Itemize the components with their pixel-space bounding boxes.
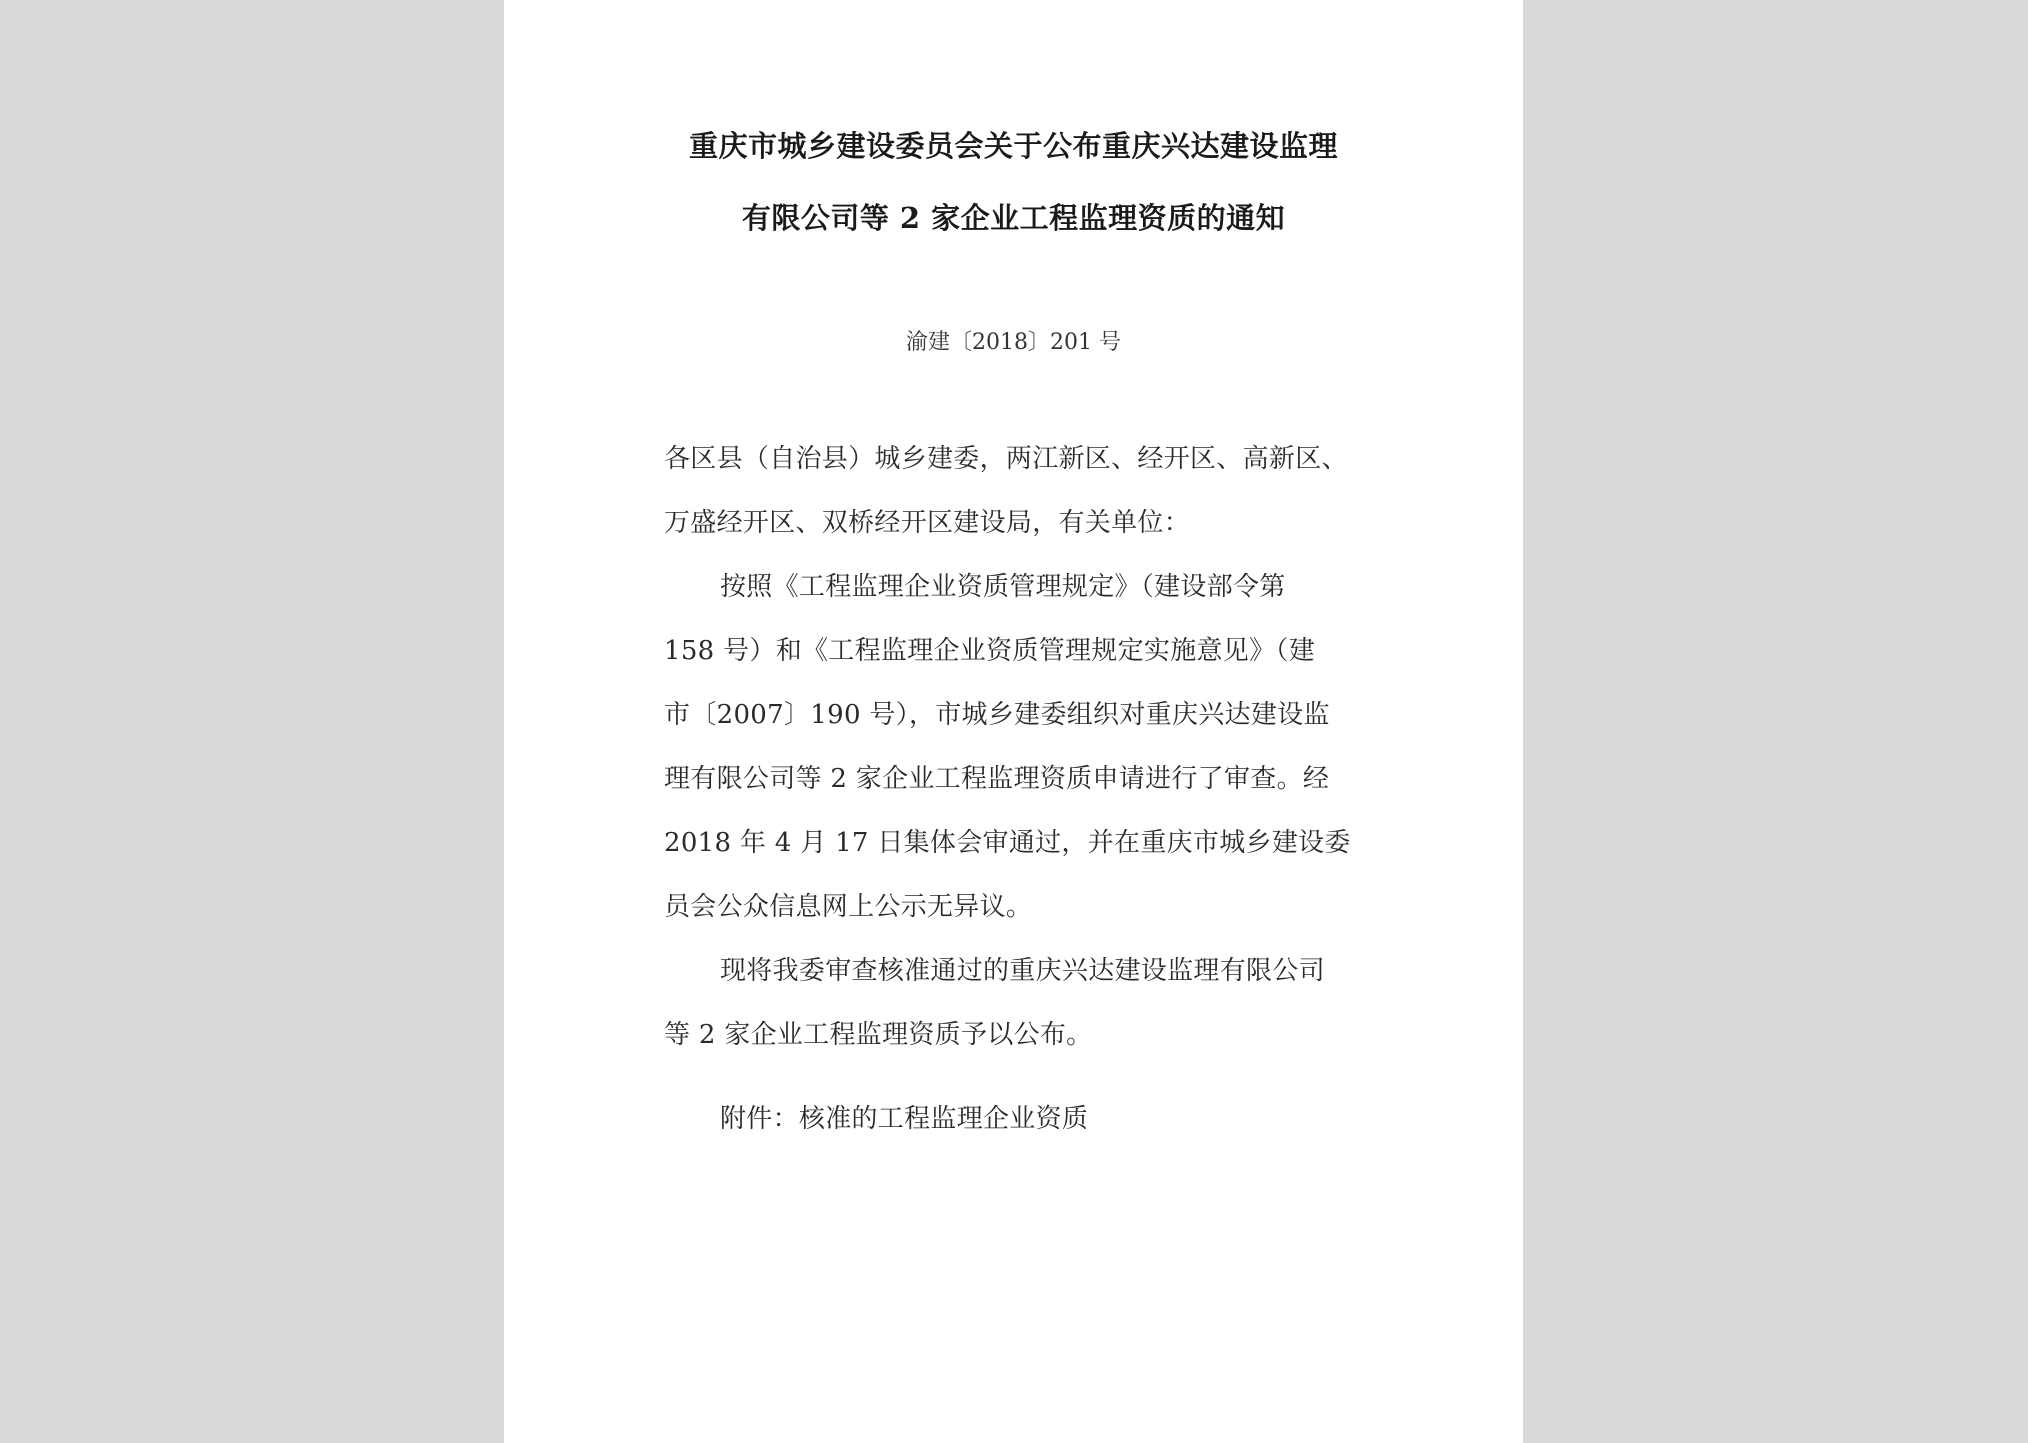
paragraph2-line-1: 现将我委审查核准通过的重庆兴达建设监理有限公司 xyxy=(720,956,1325,986)
document-page xyxy=(504,0,1523,1443)
document-number: 渝建〔2018〕201 号 xyxy=(906,330,1121,355)
addressee-line-2: 万盛经开区、双桥经开区建设局，有关单位： xyxy=(664,508,1191,538)
addressee-line-1: 各区县（自治县）城乡建委，两江新区、经开区、高新区、 xyxy=(664,444,1348,474)
paragraph1-line-4: 理有限公司等 2 家企业工程监理资质申请进行了审查。经 xyxy=(664,764,1330,794)
paragraph1-line-1: 按照《工程监理企业资质管理规定》（建设部令第 xyxy=(720,572,1286,602)
attachment-line: 附件：核准的工程监理企业资质 xyxy=(720,1104,1089,1134)
title-line-1: 重庆市城乡建设委员会关于公布重庆兴达建设监理 xyxy=(688,129,1338,163)
paragraph1-line-6: 员会公众信息网上公示无异议。 xyxy=(664,892,1033,922)
paragraph2-line-2: 等 2 家企业工程监理资质予以公布。 xyxy=(664,1020,1093,1050)
paragraph1-line-2: 158 号）和《工程监理企业资质管理规定实施意见》（建 xyxy=(664,636,1315,666)
title-line-2: 有限公司等 2 家企业工程监理资质的通知 xyxy=(741,201,1286,235)
paragraph1-line-3: 市〔2007〕190 号），市城乡建委组织对重庆兴达建设监 xyxy=(664,700,1330,730)
paragraph1-line-5: 2018 年 4 月 17 日集体会审通过，并在重庆市城乡建设委 xyxy=(664,828,1351,858)
